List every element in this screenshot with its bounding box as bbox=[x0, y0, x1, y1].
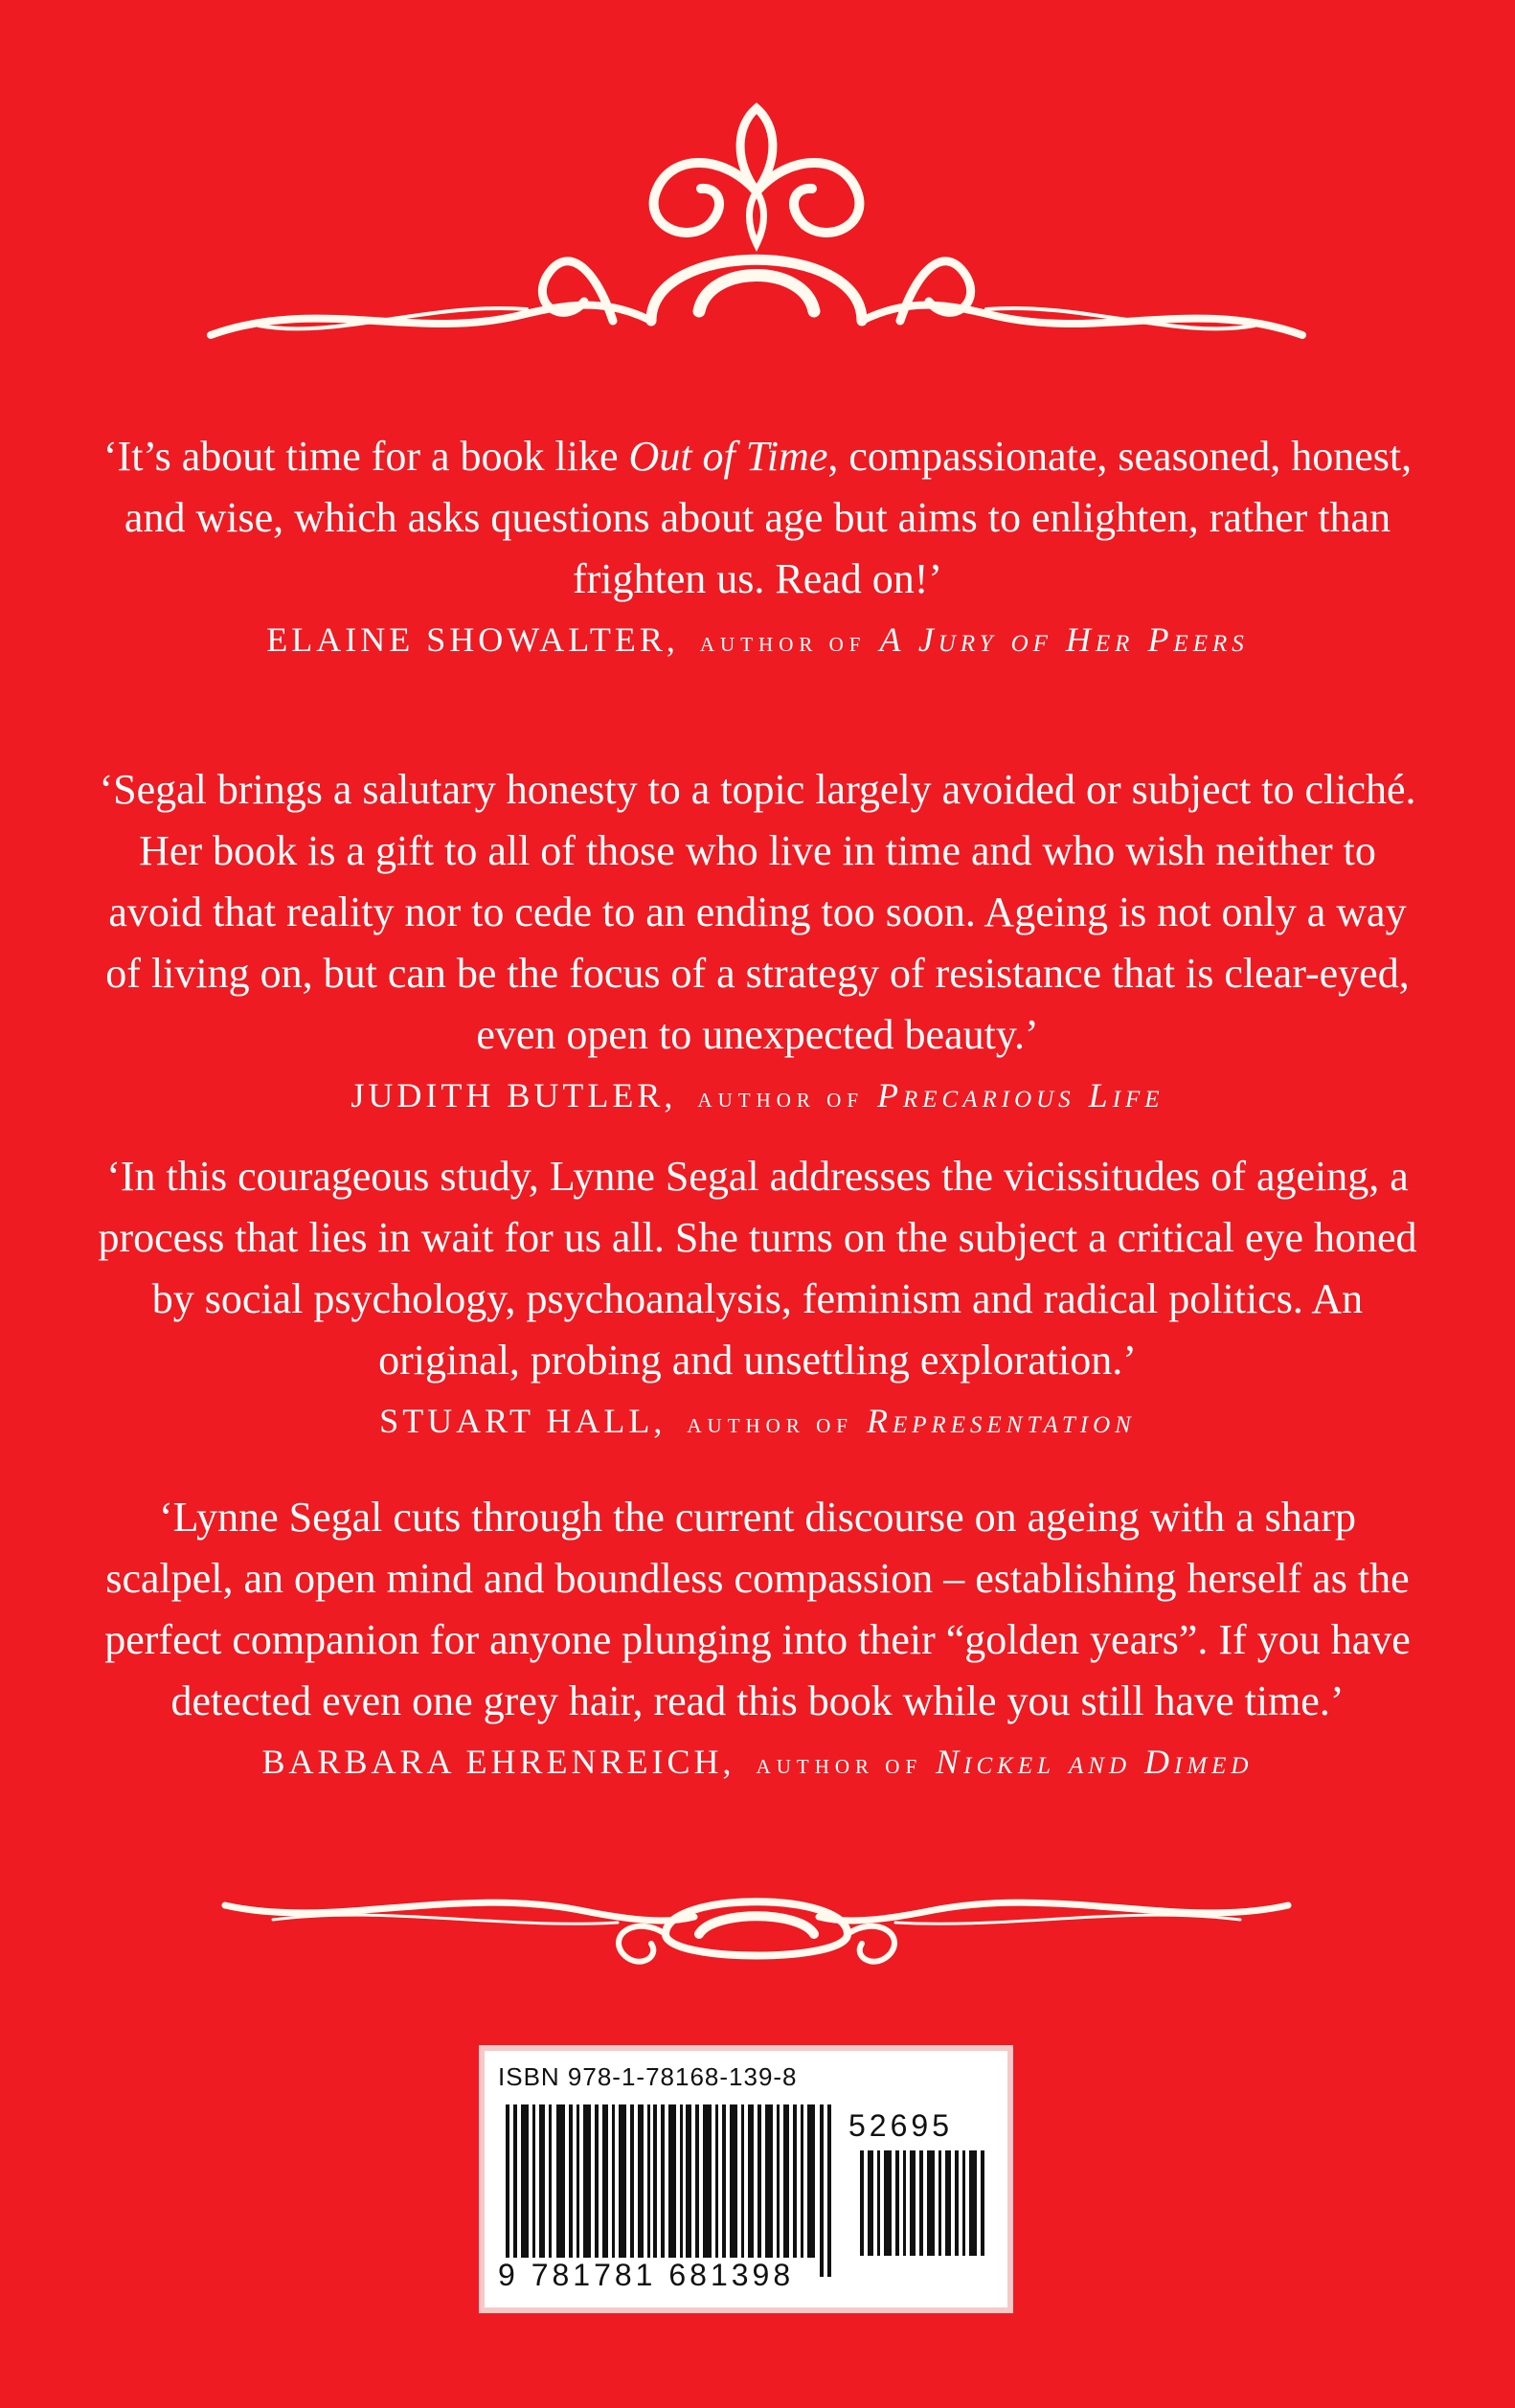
author-name: BARBARA EHRENREICH, bbox=[261, 1743, 735, 1781]
barcode-bars-icon bbox=[504, 2104, 839, 2277]
endorsement-showalter bbox=[77, 426, 1438, 675]
author-name: STUART HALL, bbox=[379, 1402, 667, 1440]
author-work: Nickel and Dimed bbox=[936, 1743, 1254, 1781]
quote-text: ‘Segal brings a salutary honesty to a topic largely avoided or subject to cliché. Her book is a gift to all of those who live in time and who wish neither to avoid that reality nor to cede to an ending too soon. Ageing is not only a way of living on, but can be the focus of a strategy of resistance that is clear-eyed, even open to unexpected beauty.’ bbox=[99, 766, 1416, 1058]
quote-text: ‘Lynne Segal cuts through the current discourse on ageing with a sharp scalpel, an open mind and boundless compassion – establishing herself as the perfect companion for anyone plunging into their “golden years”. If you have detected even one grey hair, read this book while you still have time.’ bbox=[104, 1494, 1411, 1724]
quote-text: ‘In this courageous study, Lynne Segal addresses the vicissitudes of ageing, a process that lies in wait for us all. She turns on the subject a critical eye honed by social psychology, psychoanalysis, feminism and radical politics. An original, probing and unsettling exploration.’ bbox=[98, 1153, 1417, 1384]
quote-text: ‘It’s about time for a book like Out of Time, compassionate, seasoned, honest, and wise, which asks questions about age but aims to enlighten, rather than frighten us. Read on!’ bbox=[102, 433, 1413, 602]
ean-digits: 9 781781 681398 bbox=[498, 2258, 795, 2292]
author-of-label: AUTHOR OF bbox=[687, 1414, 853, 1437]
author-work: A Jury of Her Peers bbox=[879, 620, 1249, 659]
price-code: 52695 bbox=[848, 2108, 953, 2143]
attribution bbox=[77, 1738, 1438, 1790]
flourish-bottom-icon bbox=[215, 1867, 1298, 1982]
endorsement-butler bbox=[77, 759, 1438, 1114]
flourish-top-icon bbox=[201, 81, 1312, 369]
author-of-label: AUTHOR OF bbox=[756, 1755, 923, 1778]
author-name: JUDITH BUTLER, bbox=[350, 1076, 677, 1114]
author-of-label: AUTHOR OF bbox=[697, 1089, 864, 1112]
endorsements bbox=[77, 426, 1438, 1781]
attribution bbox=[77, 616, 1438, 668]
author-work: Representation bbox=[866, 1402, 1136, 1440]
endorsement-ehrenreich bbox=[77, 1487, 1438, 1781]
quoted-title: Out of Time bbox=[628, 433, 828, 480]
author-name: ELAINE SHOWALTER, bbox=[266, 620, 679, 659]
author-of-label: AUTHOR OF bbox=[699, 633, 867, 656]
attribution bbox=[77, 1071, 1438, 1124]
isbn-label: ISBN 978-1-78168-139-8 bbox=[498, 2062, 798, 2091]
endorsement-hall bbox=[77, 1146, 1438, 1440]
isbn-barcode bbox=[479, 2045, 1013, 2313]
attribution bbox=[77, 1397, 1438, 1450]
price-barcode-icon bbox=[858, 2150, 992, 2256]
author-work: Precarious Life bbox=[877, 1076, 1165, 1114]
